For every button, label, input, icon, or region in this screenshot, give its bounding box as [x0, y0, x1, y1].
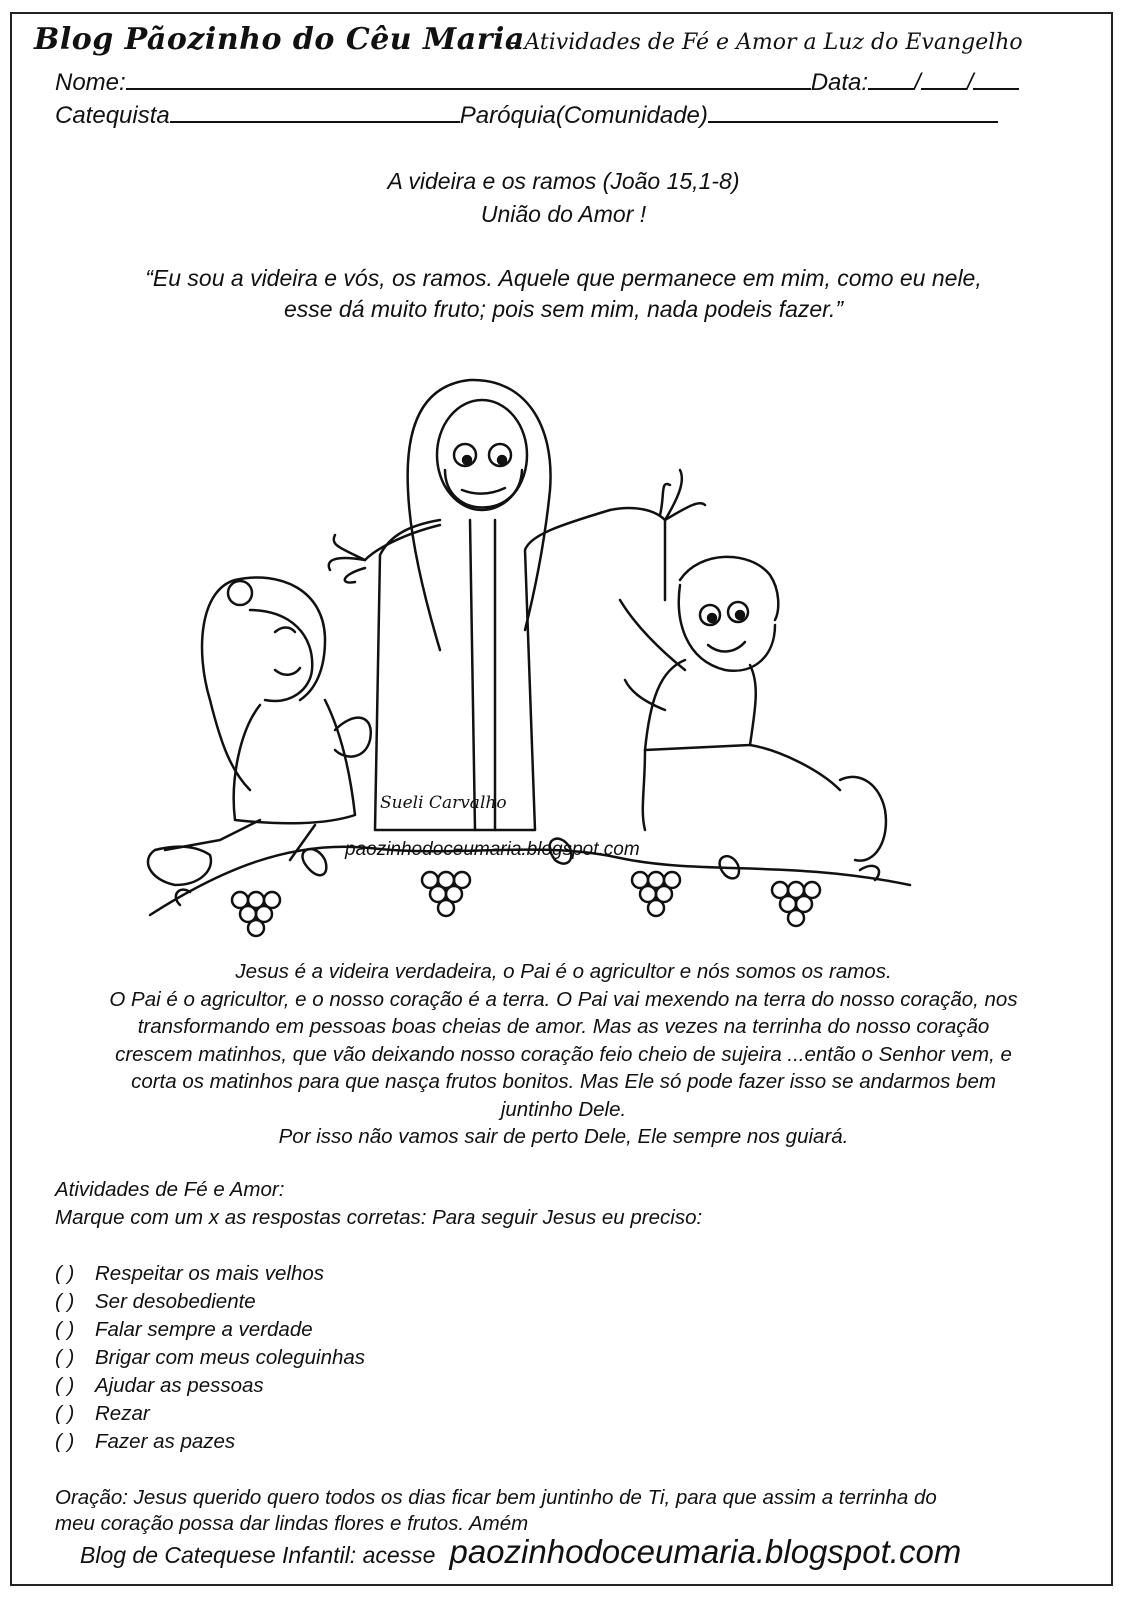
option-item[interactable]	[55, 1430, 235, 1454]
activity-heading: Atividades de Fé e Amor:	[55, 1178, 285, 1201]
activity-instruction: Marque com um x as respostas corretas: Para seguir Jesus eu preciso:	[55, 1206, 703, 1229]
prayer-text	[55, 1485, 1075, 1537]
date-separator: /	[966, 69, 974, 96]
story-line: crescem matinhos, que vão deixando nosso coração feio cheio de sujeira ...então o Senhor vem, e	[115, 1042, 1012, 1066]
option-item[interactable]	[55, 1262, 324, 1286]
quote-line: esse dá muito fruto; pois sem mim, nada podeis fazer.”	[283, 296, 844, 322]
quote-line: “Eu sou a videira e vós, os ramos. Aquele que permanece em mim, como eu nele,	[145, 265, 982, 291]
story-line: juntinho Dele.	[500, 1097, 627, 1121]
story-line: Por isso não vamos sair de perto Dele, Ele sempre nos guiará.	[278, 1125, 849, 1148]
option-label: Rezar	[95, 1402, 150, 1425]
grape-cluster	[632, 872, 680, 916]
girl-face	[250, 610, 312, 701]
parish-label: Paróquia(Comunidade)	[459, 102, 708, 129]
option-label: Brigar com meus coleguinhas	[95, 1346, 366, 1369]
jesus-robe	[375, 510, 610, 830]
boy-pants	[643, 745, 840, 830]
jesus-arm-left	[365, 525, 440, 560]
option-label: Ajudar as pessoas	[95, 1374, 264, 1397]
jesus-hair	[408, 380, 551, 650]
story-line: Jesus é a videira verdadeira, o Pai é o agricultor e nós somos os ramos.	[235, 960, 892, 983]
name-blank[interactable]	[126, 68, 811, 90]
blog-subtitle: - Atividades de Fé e Amor a Luz do Evangelho	[510, 30, 1023, 55]
boy-arm	[620, 600, 685, 710]
boy-shirt	[645, 660, 756, 750]
option-label: Respeitar os mais velhos	[95, 1262, 325, 1285]
jesus-hand-left	[329, 535, 365, 583]
date-year-blank[interactable]	[973, 68, 1019, 90]
story-line: transformando em pessoas boas cheias de amor. Mas as vezes na terrinha do nosso coração	[137, 1015, 990, 1038]
option-item[interactable]	[55, 1290, 256, 1314]
date-day-blank[interactable]	[868, 68, 914, 90]
option-item[interactable]	[55, 1318, 313, 1342]
date-separator: /	[914, 69, 921, 96]
checkbox[interactable]: ( )	[55, 1430, 75, 1453]
girl-shoe	[148, 847, 211, 885]
checkbox[interactable]: ( )	[55, 1262, 75, 1285]
vine-leaf	[302, 849, 326, 875]
name-label: Nome:	[55, 69, 126, 96]
checkbox[interactable]: ( )	[55, 1402, 75, 1425]
watermark: paozinhodoceumaria.blogspot.com	[345, 839, 640, 860]
parish-blank[interactable]	[708, 101, 998, 123]
option-label: Falar sempre a verdade	[95, 1318, 313, 1341]
story-text	[0, 958, 1127, 1151]
jesus-children-illustration	[140, 370, 920, 950]
option-item[interactable]	[55, 1402, 150, 1426]
girl-dress	[234, 700, 355, 823]
grape-cluster	[772, 882, 820, 926]
girl-legs	[165, 820, 315, 860]
girl-eye	[275, 628, 295, 633]
catechist-label: Catequista	[55, 102, 170, 129]
prayer-line: meu coração possa dar lindas flores e frutos. Amém	[55, 1512, 529, 1535]
catechist-row	[55, 101, 998, 130]
boy-face	[679, 585, 775, 671]
blog-title: Blog Pãozinho do Cêu Maria	[34, 22, 525, 57]
grape-cluster	[422, 872, 470, 916]
option-item[interactable]	[55, 1374, 264, 1398]
grape-cluster	[232, 892, 280, 936]
artist-signature: Sueli Carvalho	[380, 793, 507, 813]
checkbox[interactable]: ( )	[55, 1346, 75, 1369]
story-line: O Pai é o agricultor, e o nosso coração é a terra. O Pai vai mexendo na terra do nosso coração, nos	[109, 987, 1018, 1011]
option-label: Fazer as pazes	[95, 1430, 236, 1453]
checkbox[interactable]: ( )	[55, 1318, 75, 1341]
option-item[interactable]	[55, 1346, 365, 1370]
jesus-arm-right	[610, 508, 665, 600]
girl-flower	[228, 581, 252, 605]
footer-label: Blog de Catequese Infantil: acesse	[80, 1542, 436, 1568]
name-row	[55, 68, 1019, 97]
story-line: corta os matinhos para que nasça frutos bonitos. Mas Ele só pode fazer isso se andarmos bem	[131, 1070, 996, 1093]
boy-shoe	[840, 777, 886, 861]
checkbox[interactable]: ( )	[55, 1374, 75, 1397]
footer	[80, 1533, 961, 1571]
prayer-line: Oração: Jesus querido quero todos os dias ficar bem juntinho de Ti, para que assim a terrinha do	[55, 1486, 937, 1509]
date-month-blank[interactable]	[921, 68, 967, 90]
jesus-hand-right	[660, 470, 705, 520]
footer-url[interactable]: paozinhodoceumaria.blogspot.com	[449, 1533, 962, 1570]
option-label: Ser desobediente	[95, 1290, 256, 1313]
date-label: Data:	[810, 69, 869, 96]
lesson-subtitle: União do Amor !	[480, 201, 647, 227]
bible-quote	[0, 263, 1127, 325]
checkbox[interactable]: ( )	[55, 1290, 75, 1313]
catechist-blank[interactable]	[170, 101, 460, 123]
lesson-title: A videira e os ramos (João 15,1-8)	[387, 168, 740, 194]
